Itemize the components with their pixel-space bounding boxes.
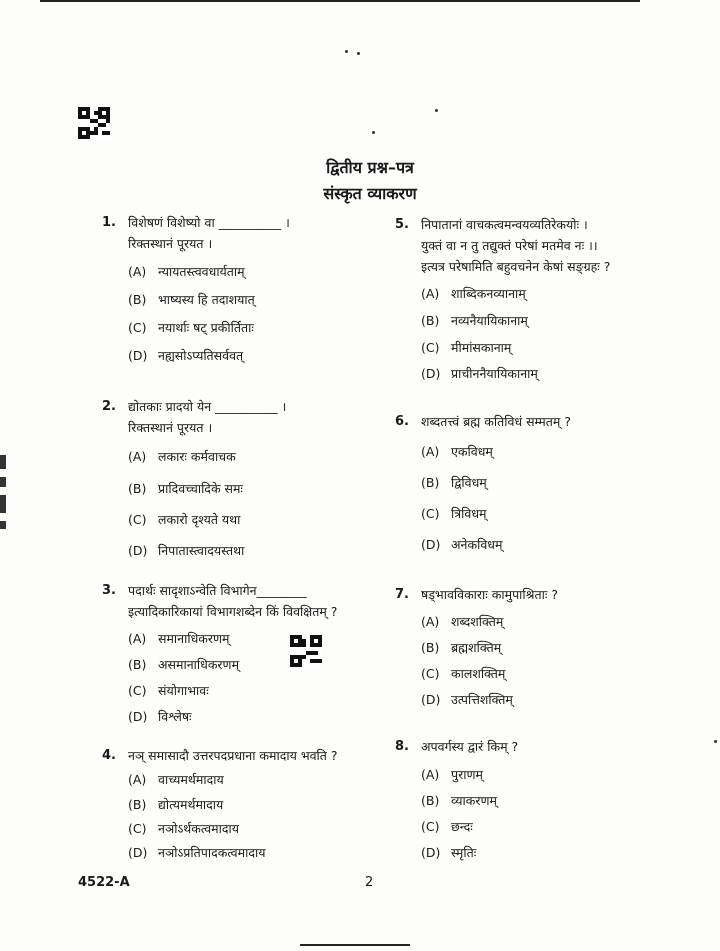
- option-label: (A): [128, 631, 147, 646]
- option-text: एकविधम्: [451, 444, 493, 459]
- option-6d[interactable]: [421, 536, 502, 553]
- option-8d[interactable]: [421, 844, 476, 861]
- question-text: इत्यत्र परेषामिति बहुवचनेन केषां सङ्ग्रहः ?: [421, 259, 611, 274]
- option-text: समानाधिकरणम्: [158, 631, 230, 646]
- option-text: लकारो दृश्यते यथा: [158, 512, 241, 527]
- scan-speck: [714, 740, 717, 743]
- question-8: [395, 736, 519, 757]
- option-text: लकारः कर्मवाचक: [158, 449, 236, 464]
- option-text: ब्रह्मशक्तिम्: [451, 640, 502, 655]
- question-number: 4.: [102, 748, 116, 763]
- option-label: (C): [128, 320, 147, 335]
- scan-edge-marks: [0, 455, 8, 540]
- option-4b[interactable]: [128, 796, 223, 813]
- question-number: 7.: [395, 587, 409, 602]
- question-number: 8.: [395, 739, 409, 754]
- option-label: (A): [421, 286, 440, 301]
- question-text: षड्भावविकाराः कामुपाश्रिताः ?: [421, 587, 558, 602]
- option-label: (B): [128, 481, 147, 496]
- paper-code: 4522-A: [78, 875, 130, 890]
- option-3d[interactable]: [128, 708, 192, 725]
- option-label: (A): [128, 449, 147, 464]
- option-label: (B): [421, 793, 440, 808]
- option-label: (B): [421, 313, 440, 328]
- option-label: (B): [128, 657, 147, 672]
- option-6c[interactable]: [421, 505, 487, 522]
- option-1b[interactable]: [128, 291, 255, 308]
- option-label: (D): [421, 537, 441, 552]
- option-text: शाब्दिकनव्यानाम्: [451, 286, 526, 301]
- option-3b[interactable]: [128, 656, 239, 673]
- option-7b[interactable]: [421, 639, 501, 656]
- question-2: [102, 396, 287, 438]
- option-text: निपातास्त्वादयस्तथा: [158, 543, 245, 558]
- option-label: (C): [421, 819, 440, 834]
- top-scan-border: [40, 0, 640, 2]
- option-3c[interactable]: [128, 682, 209, 699]
- paper-subtitle: संस्कृत व्याकरण: [323, 184, 417, 203]
- question-1: [102, 212, 290, 254]
- question-4: [102, 745, 338, 766]
- option-label: (D): [421, 845, 441, 860]
- option-label: (B): [421, 475, 440, 490]
- question-3: [102, 580, 338, 622]
- option-label: (C): [128, 683, 147, 698]
- scan-speck: [357, 52, 360, 55]
- question-7: [395, 584, 558, 605]
- paper-title: द्वितीय प्रश्न–पत्र: [326, 158, 414, 177]
- bottom-scan-border: [300, 944, 410, 946]
- scan-speck: [435, 109, 438, 112]
- option-2b[interactable]: [128, 480, 243, 497]
- scan-speck: [345, 50, 348, 53]
- question-text: द्योतकाः प्रादयो येन __________ ।: [128, 399, 287, 414]
- option-label: (C): [421, 666, 440, 681]
- option-label: (A): [421, 444, 440, 459]
- option-label: (C): [421, 506, 440, 521]
- option-text: अनेकविधम्: [451, 537, 503, 552]
- option-text: द्योत्यमर्थमादाय: [158, 797, 224, 812]
- option-text: मीमांसकानाम्: [451, 340, 512, 355]
- question-number: 5.: [395, 217, 409, 232]
- option-label: (D): [128, 845, 148, 860]
- option-label: (D): [128, 348, 148, 363]
- question-number: 1.: [102, 215, 116, 230]
- question-5: [395, 214, 611, 277]
- question-text: रिक्तस्थानं पूरयत ।: [128, 420, 213, 435]
- option-label: (B): [128, 292, 147, 307]
- option-4d[interactable]: [128, 844, 265, 861]
- option-4a[interactable]: [128, 771, 224, 788]
- question-text: निपातानां वाचकत्वमन्वयव्यतिरेकयोः ।: [421, 217, 588, 232]
- option-text: पुराणम्: [451, 767, 483, 782]
- question-text: नञ् समासादौ उत्तरपदप्रधाना कमादाय भवति ?: [128, 748, 338, 763]
- option-text: व्याकरणम्: [451, 793, 497, 808]
- option-label: (B): [128, 797, 147, 812]
- option-7c[interactable]: [421, 665, 505, 682]
- question-text: अपवर्गस्य द्वारं किम् ?: [421, 739, 519, 754]
- option-text: त्रिविधम्: [451, 506, 487, 521]
- question-text: इत्यादिकारिकायां विभागशब्देन किं विवक्षितम् ?: [128, 604, 338, 619]
- option-3a[interactable]: [128, 630, 230, 647]
- qr-code-icon: [290, 635, 322, 667]
- option-text: उत्पत्तिशक्तिम्: [451, 692, 513, 707]
- option-label: (D): [128, 543, 148, 558]
- option-1c[interactable]: [128, 319, 254, 336]
- option-text: द्विविधम्: [451, 475, 487, 490]
- question-number: 3.: [102, 583, 116, 598]
- option-label: (A): [421, 767, 440, 782]
- option-2a[interactable]: [128, 448, 236, 465]
- question-6: [395, 411, 571, 432]
- option-label: (D): [421, 692, 441, 707]
- option-5a[interactable]: [421, 285, 526, 302]
- option-7d[interactable]: [421, 691, 513, 708]
- qr-code-icon: [78, 107, 110, 139]
- option-text: कालशक्तिम्: [451, 666, 506, 681]
- option-label: (C): [421, 340, 440, 355]
- option-text: न्यायतस्त्ववधार्यताम्: [158, 264, 245, 279]
- page-number: 2: [365, 875, 374, 890]
- question-number: 2.: [102, 399, 116, 414]
- option-text: भाष्यस्य हि तदाशयात्: [158, 292, 255, 307]
- option-label: (D): [128, 709, 148, 724]
- option-4c[interactable]: [128, 820, 239, 837]
- option-1a[interactable]: [128, 263, 245, 280]
- option-text: प्राचीननैयायिकानाम्: [451, 366, 538, 381]
- option-label: (A): [128, 772, 147, 787]
- option-text: वाच्यमर्थमादाय: [158, 772, 224, 787]
- option-2c[interactable]: [128, 511, 240, 528]
- option-8b[interactable]: [421, 792, 497, 809]
- question-text: शब्दतत्त्वं ब्रह्म कतिविधं सम्मतम् ?: [421, 414, 571, 429]
- question-number: 6.: [395, 414, 409, 429]
- option-text: नह्यसोऽप्यतिसर्ववत्: [158, 348, 244, 363]
- option-1d[interactable]: [128, 347, 243, 364]
- option-8c[interactable]: [421, 818, 473, 835]
- option-text: संयोगाभावः: [158, 683, 209, 698]
- option-text: स्मृतिः: [451, 845, 477, 860]
- option-text: छन्दः: [451, 819, 473, 834]
- option-label: (D): [421, 366, 441, 381]
- option-label: (A): [421, 614, 440, 629]
- option-5b[interactable]: [421, 312, 528, 329]
- option-text: नञोऽप्रतिपादकत्वमादाय: [158, 845, 266, 860]
- option-text: विश्लेषः: [158, 709, 192, 724]
- option-6a[interactable]: [421, 443, 493, 460]
- option-2d[interactable]: [128, 542, 244, 559]
- option-5d[interactable]: [421, 365, 538, 382]
- option-label: (A): [128, 264, 147, 279]
- question-text: विशेषणं विशेष्यो वा __________ ।: [128, 215, 290, 230]
- question-text: पदार्थः सादृशाऽन्वेति विभागेन________: [128, 583, 307, 598]
- option-text: प्रादिवच्चादिके समः: [158, 481, 243, 496]
- option-text: नयार्थाः षट् प्रकीर्तिताः: [158, 320, 254, 335]
- option-text: शब्दशक्तिम्: [451, 614, 504, 629]
- option-label: (C): [128, 512, 147, 527]
- option-7a[interactable]: [421, 613, 503, 630]
- option-8a[interactable]: [421, 766, 483, 783]
- option-6b[interactable]: [421, 474, 487, 491]
- question-text: युक्तं वा न तु तद्युक्तं परेषां मतमेव नः ।।: [421, 238, 598, 253]
- option-text: नञोऽर्थकत्वमादाय: [158, 821, 239, 836]
- scan-speck: [372, 131, 375, 134]
- option-5c[interactable]: [421, 339, 511, 356]
- option-label: (B): [421, 640, 440, 655]
- question-text: रिक्तस्थानं पूरयत ।: [128, 236, 213, 251]
- option-label: (C): [128, 821, 147, 836]
- option-text: असमानाधिकरणम्: [158, 657, 240, 672]
- option-text: नव्यनैयायिकानाम्: [451, 313, 528, 328]
